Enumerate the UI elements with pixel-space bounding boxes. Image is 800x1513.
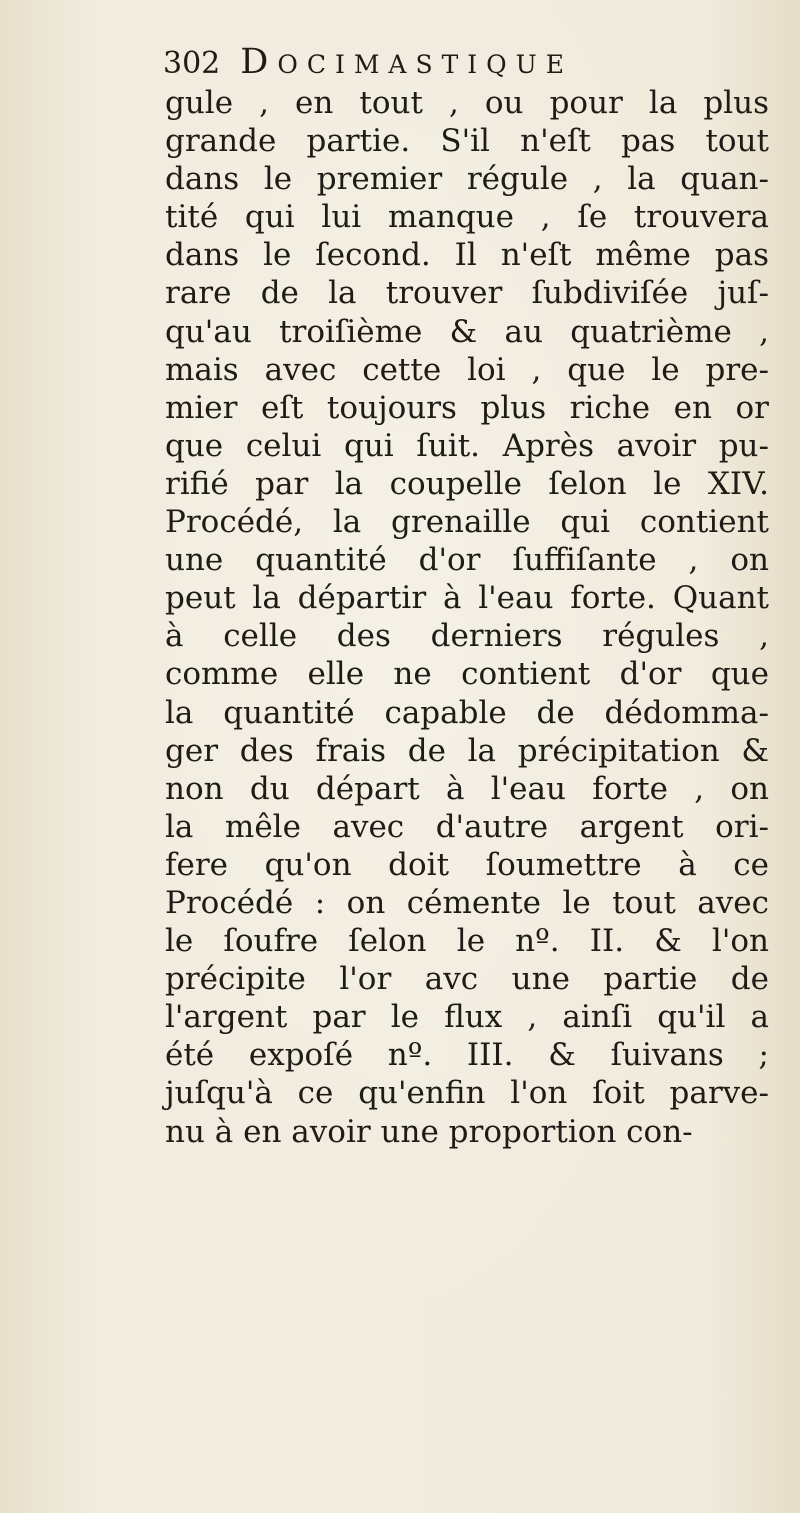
text-line: la quantité capable de dédomma-: [165, 694, 769, 731]
text-line: que celui qui ſuit. Après avoir pu-: [165, 427, 769, 464]
running-title: Docimastique: [240, 42, 573, 82]
text-line: précipite l'or avc une partie de: [165, 961, 769, 998]
text-line: le ſoufre ſelon le nº. II. & l'on: [165, 923, 769, 960]
text-line: une quantité d'or ſuffiſante , on: [165, 542, 769, 579]
text-line: mier eſt toujours plus riche en or: [165, 389, 769, 426]
text-line: nu à en avoir une proportion con-: [165, 1113, 693, 1150]
text-line: à celle des derniers régules ,: [165, 618, 769, 655]
text-line: mais avec cette loi , que le pre-: [165, 351, 769, 388]
text-line: rifié par la coupelle ſelon le XIV.: [165, 465, 769, 502]
text-line: dans le ſecond. Il n'eſt même pas: [165, 237, 769, 274]
text-line: gule , en tout , ou pour la plus: [165, 85, 769, 121]
body-text: [165, 84, 769, 1151]
text-line: tité qui lui manque , ſe trouvera: [165, 199, 769, 236]
text-line: qu'au troiſième & au quatrième ,: [165, 313, 769, 350]
text-line: Procédé : on cémente le tout avec: [165, 884, 769, 921]
text-line: été expoſé nº. III. & ſuivans ;: [165, 1037, 769, 1074]
page-number: 302: [163, 46, 221, 81]
text-line: comme elle ne contient d'or que: [165, 656, 769, 693]
page-header: [163, 42, 683, 88]
text-line: l'argent par le flux , ainſi qu'il a: [165, 999, 769, 1036]
text-line: ger des frais de la précipitation &: [165, 732, 769, 769]
text-line: peut la départir à l'eau forte. Quant: [165, 580, 769, 617]
text-line: rare de la trouver ſubdiviſée juſ-: [165, 275, 769, 312]
text-line: non du départ à l'eau forte , on: [165, 770, 769, 807]
text-line: grande partie. S'il n'eſt pas tout: [165, 123, 769, 160]
text-line: dans le premier régule , la quan-: [165, 161, 769, 198]
text-line: Procédé, la grenaille qui contient: [165, 504, 769, 541]
text-line: juſqu'à ce qu'enfin l'on ſoit parve-: [165, 1075, 769, 1112]
text-line: la mêle avec d'autre argent ori-: [165, 808, 769, 845]
text-line: fere qu'on doit ſoumettre à ce: [165, 846, 769, 883]
